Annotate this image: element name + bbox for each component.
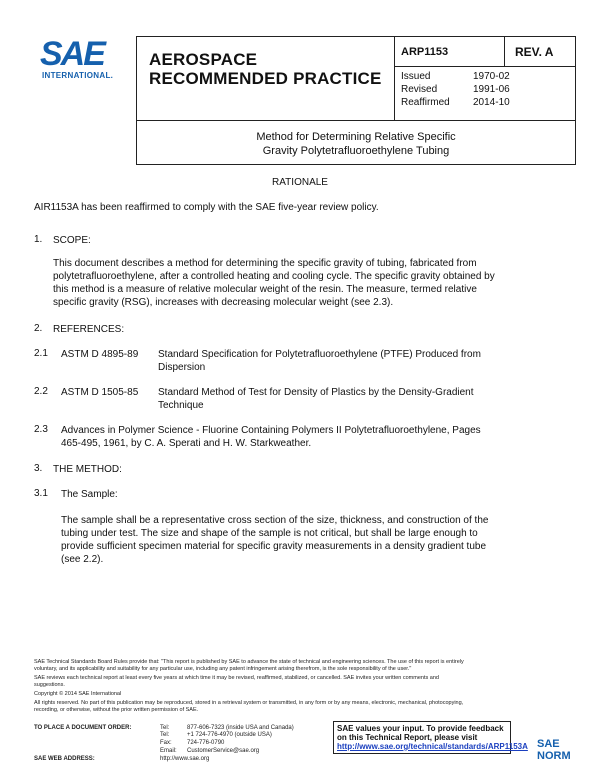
reference-number: 2.1 [34, 348, 48, 359]
reference-title: Technique [158, 400, 204, 411]
section-number: 2. [34, 323, 43, 334]
section-number: 3. [34, 463, 43, 474]
reference-number: 2.2 [34, 386, 48, 397]
date-label: Reaffirmed [401, 97, 450, 108]
method-title-line2: Gravity Polytetrafluoroethylene Tubing [262, 145, 450, 157]
web-label: SAE WEB ADDRESS: [34, 756, 95, 762]
email-link[interactable]: CustomerService@sae.org [187, 748, 260, 754]
reference-number: 2.3 [34, 424, 48, 435]
section-title-method: THE METHOD: [53, 464, 122, 475]
date-value: 2014-10 [473, 97, 510, 108]
footer-copyright: Copyright © 2014 SAE International [34, 691, 122, 697]
method-title-line1: Method for Determining Relative Specific [256, 131, 456, 143]
footer-legal-line: voluntary, and its applicability and suitability for any particular use, including any patent infringement arising therefrom, is the sole responsibility of the user." [34, 666, 412, 672]
scope-line: this method is a measure of relative molecular weight of the resin. The measure, termed relative [53, 284, 477, 295]
rationale-text: AIR1153A has been reaffirmed to comply with the SAE five-year review policy. [34, 202, 379, 213]
method-title-box [136, 121, 576, 165]
date-value: 1991-06 [473, 84, 510, 95]
feedback-link[interactable]: http://www.sae.org/technical/standards/ARP1153A [337, 742, 528, 751]
sample-line: The sample shall be a representative cross section of the size, thickness, and construction of the [61, 515, 489, 526]
fax-label: Fax: [160, 740, 172, 746]
tel-value[interactable]: 877-606-7323 (inside USA and Canada) [187, 725, 294, 731]
subsection-number: 3.1 [34, 488, 48, 499]
section-title-references: REFERENCES: [53, 324, 125, 335]
reference-title: Standard Method of Test for Density of Plastics by the Density-Gradient [158, 387, 474, 398]
fax-value: 724-776-0790 [187, 740, 225, 746]
footer-legal-line: SAE Technical Standards Board Rules provide that: "This report is published by SAE to advance the state of technical and engineering sciences. The use of this report is entirely [34, 659, 464, 665]
order-label: TO PLACE A DOCUMENT ORDER: [34, 725, 132, 731]
reference-text: 465-495, 1961, by C. A. Sperati and H. W. Starkweather. [61, 438, 312, 449]
reference-title: Dispersion [158, 362, 206, 373]
tel2-value[interactable]: +1 724-776-4970 (outside USA) [187, 732, 272, 738]
doc-number-cell [395, 37, 505, 67]
scope-line: polytetrafluoroethylene, after a controlled heating and cooling cycle. The specific gravity obtained by [53, 271, 495, 282]
footer-legal-line: SAE reviews each technical report at least every five years at which time it may be revised, reaffirmed, stabilized, or cancelled. SAE invites your written comments and [34, 675, 439, 681]
section-number: 1. [34, 234, 43, 245]
sae-logo [40, 37, 122, 85]
feedback-box [333, 721, 528, 754]
footer-legal-line: recording, or otherwise, without the prior written permission of SAE. [34, 707, 199, 713]
subsection-title: The Sample: [61, 489, 118, 500]
revision-label: REV. A [515, 45, 554, 59]
doc-number: ARP1153 [401, 46, 449, 58]
web-link[interactable]: http://www.sae.org [160, 756, 210, 762]
logo-word: SAE [40, 35, 104, 73]
footer-legal-line: All rights reserved. No part of this publication may be reproduced, stored in a retrieval system or transmitted, in any form or by any means, electronic, mechanical, photocopying, [34, 700, 464, 706]
header-title-cell [137, 37, 395, 120]
date-value: 1970-02 [473, 71, 510, 82]
logo-subtitle: INTERNATIONAL. [42, 71, 114, 80]
section-title-scope: SCOPE: [53, 235, 91, 246]
date-label: Revised [401, 84, 438, 95]
header-title-line1: AEROSPACE [149, 50, 258, 69]
feedback-line2: on this Technical Report, please visit [337, 733, 478, 742]
rationale-heading: RATIONALE [272, 177, 328, 188]
reference-text: Advances in Polymer Science - Fluorine Containing Polymers II Polytetrafluoroethylene, Pages [61, 425, 481, 436]
sample-line: provide sufficient specimen material for specific gravity measurements in a density gradient tube [61, 541, 487, 552]
tel2-label: Tel: [160, 732, 170, 738]
reference-title: Standard Specification for Polytetrafluoroethylene (PTFE) Produced from [158, 349, 481, 360]
revision-cell [505, 37, 575, 67]
date-label: Issued [401, 71, 431, 82]
footer-legal-line: suggestions. [34, 682, 65, 688]
reference-code: ASTM D 4895-89 [61, 349, 139, 360]
document-header [136, 36, 576, 121]
scope-line: This document describes a method for determining the specific gravity of tubing, fabricated from [53, 258, 477, 269]
scope-line: specific gravity (RSG), increases with decreasing molecular weight (see 2.3). [53, 297, 394, 308]
sample-line: (see 2.2). [61, 554, 104, 565]
sample-line: tubing under test. The size and shape of the sample is not critical, but shall be large enough to [61, 528, 478, 539]
email-label: Email: [160, 748, 177, 754]
feedback-line1: SAE values your input. To provide feedback [337, 724, 504, 733]
reference-code: ASTM D 1505-85 [61, 387, 139, 398]
norm-logo-text: SAE NORM [537, 738, 571, 762]
tel-label: Tel: [160, 725, 170, 731]
dates-cell [395, 67, 575, 120]
header-title-line2: RECOMMENDED PRACTICE [149, 69, 382, 88]
sae-norm-logo [517, 734, 583, 762]
